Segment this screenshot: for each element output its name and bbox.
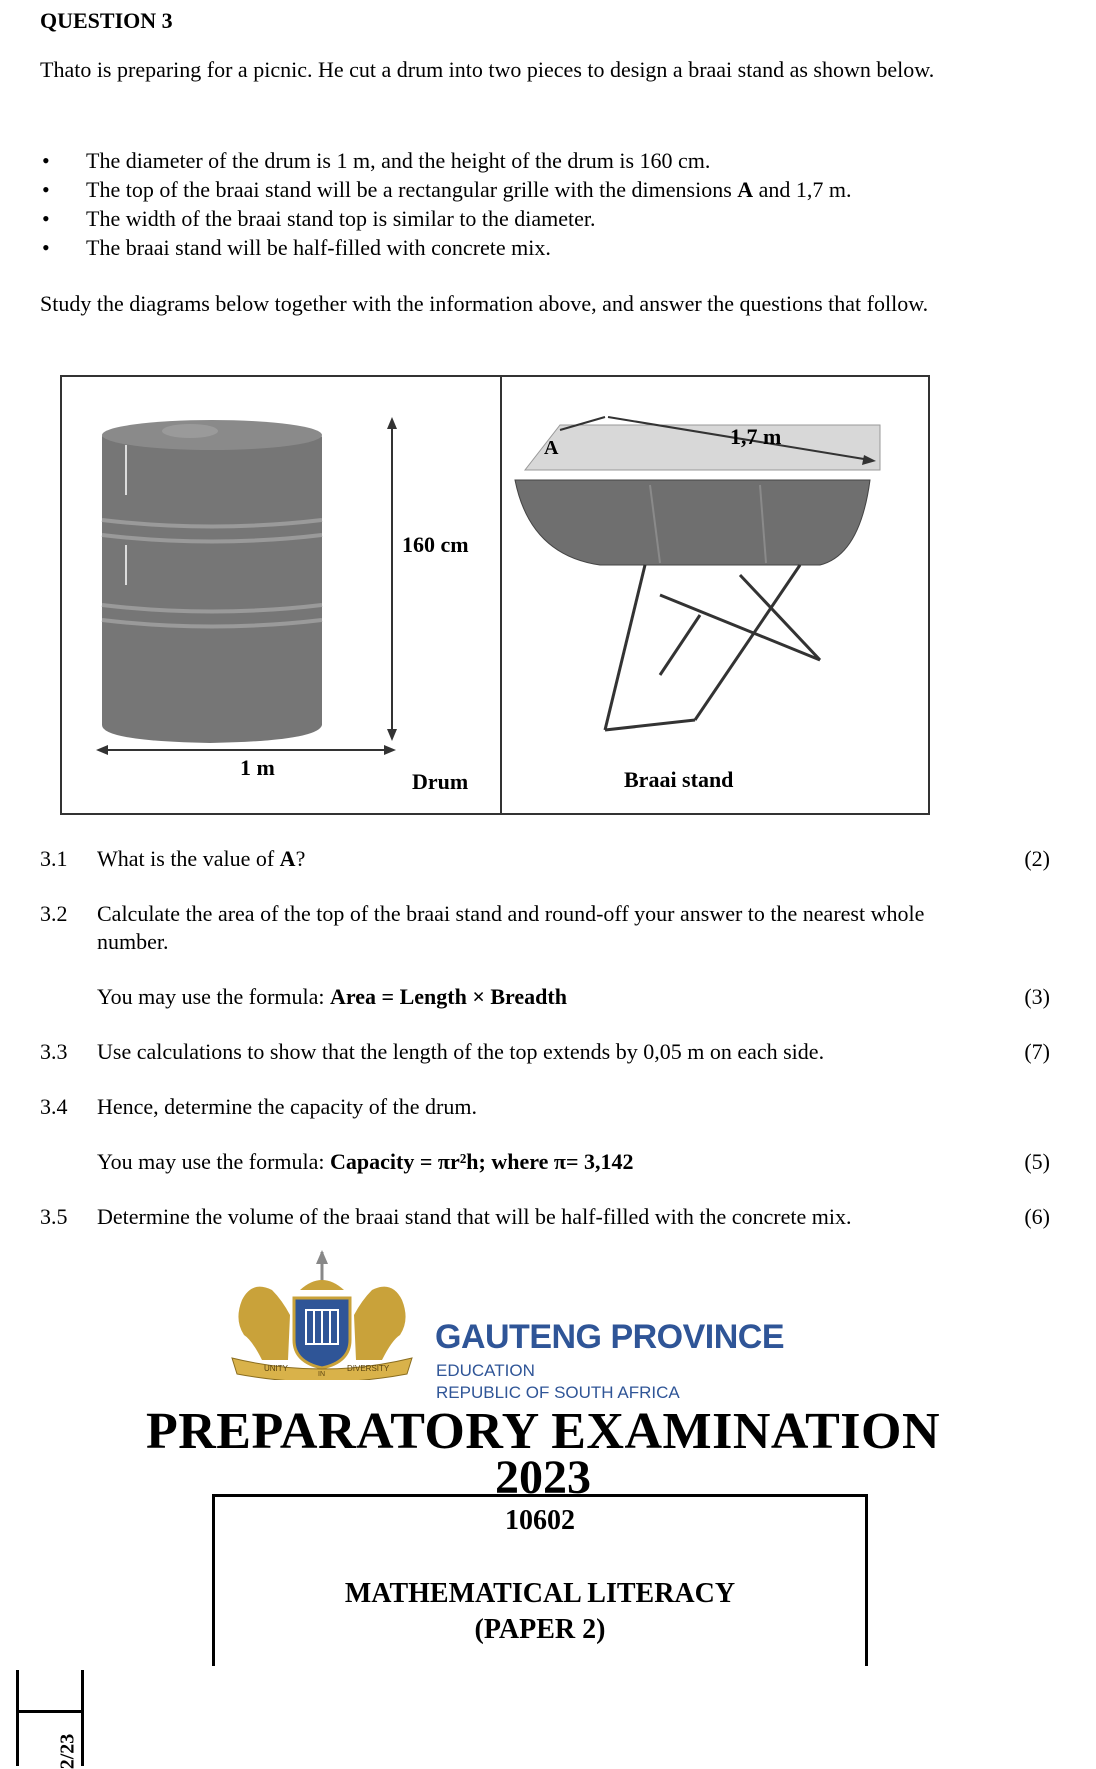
braai-stand-illustration [515,417,880,730]
paper-code: 10602 [505,1505,575,1536]
study-paragraph: Study the diagrams below together with the information above, and answer the questions that follow. [40,291,929,316]
diagram-illustrations [60,375,930,815]
drum-width-label: 1 m [240,755,275,780]
exam-title: PREPARATORY EXAMINATION [145,1403,940,1460]
stand-caption: Braai stand [624,767,734,792]
intro-paragraph: Thato is preparing for a picnic. He cut a drum into two pieces to design a braai stand as shown below. [40,57,935,82]
paper-number: (PAPER 2) [474,1614,606,1645]
bullet-item: • The width of the braai stand top is similar to the diameter. [40,204,1020,233]
exam-year: 2023 [495,1451,591,1504]
drum-illustration [102,420,322,743]
drum-height-label: 160 cm [402,532,469,557]
question-heading: QUESTION 3 [40,8,173,33]
bullet-item: • The top of the braai stand will be a rectangular grille with the dimensions A and 1,7 m. [40,175,1020,204]
stand-a-label: A [544,437,559,459]
department-name: EDUCATION [436,1361,535,1380]
coat-of-arms-icon [222,1250,422,1380]
province-name: GAUTENG PROVINCE [435,1318,785,1356]
info-bullet-list [40,146,1020,262]
country-name: REPUBLIC OF SOUTH AFRICA [436,1383,680,1402]
height-arrow [387,417,397,741]
subject-name: MATHEMATICAL LITERACY [344,1578,736,1609]
svg-text:UNITY: UNITY [264,1364,288,1373]
side-page-divider [16,1710,84,1713]
stand-length-label: 1,7 m [730,424,782,449]
side-page-label: 2/23 [56,1733,79,1769]
bullet-item: • The braai stand will be half-filled with concrete mix. [40,233,1020,262]
width-arrow [96,745,396,755]
bullet-item: • The diameter of the drum is 1 m, and the height of the drum is 160 cm. [40,146,1020,175]
drum-caption: Drum [412,769,469,794]
svg-text:IN: IN [318,1371,325,1378]
svg-text:DIVERSITY: DIVERSITY [347,1364,390,1373]
